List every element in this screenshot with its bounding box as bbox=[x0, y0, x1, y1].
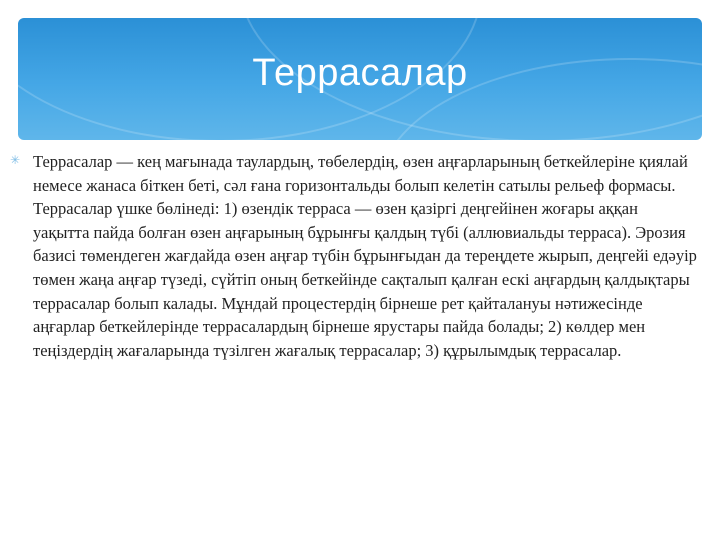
bullet-icon: ✳ bbox=[10, 153, 21, 167]
content-area bbox=[8, 150, 698, 362]
bullet-item bbox=[8, 150, 698, 362]
slide-title: Террасалар bbox=[252, 52, 468, 94]
title-banner bbox=[18, 18, 702, 140]
bullet-text: Террасалар — кең мағынада таулардың, төбелердің, өзен аңғарларының беткейлеріне қиялай немесе жанаса біткен беті, сәл ғана горизонтальды болып келетін сатылы рельеф формасы. Террасалар үшке бөлінеді: 1) өзендік терраса — өзен қазіргі деңгейінен жоғары аққан уақытта пайда болған өзен аңғарының бұрынғы қалдың түбі (аллювиальды терраса). Эрозия базисі төмендеген жағдайда өзен аңғар түбін бұрынғыдан да тереңдете жырып, деңгейі едәуір төмен жаңа аңғар түзеді, сүйтіп оның беткейінде сақталып қалған ескі аңғардың қалдықтары террасалар болып калады. Мұндай процестердің бірнеше рет қайталануы нәтижесінде аңғарлар беткейлерінде террасалардың бірнеше ярустары пайда болады; 2) көлдер мен теңіздердің жағаларында түзілген жағалық террасалар; 3) құрылымдық террасалар. bbox=[33, 152, 697, 360]
